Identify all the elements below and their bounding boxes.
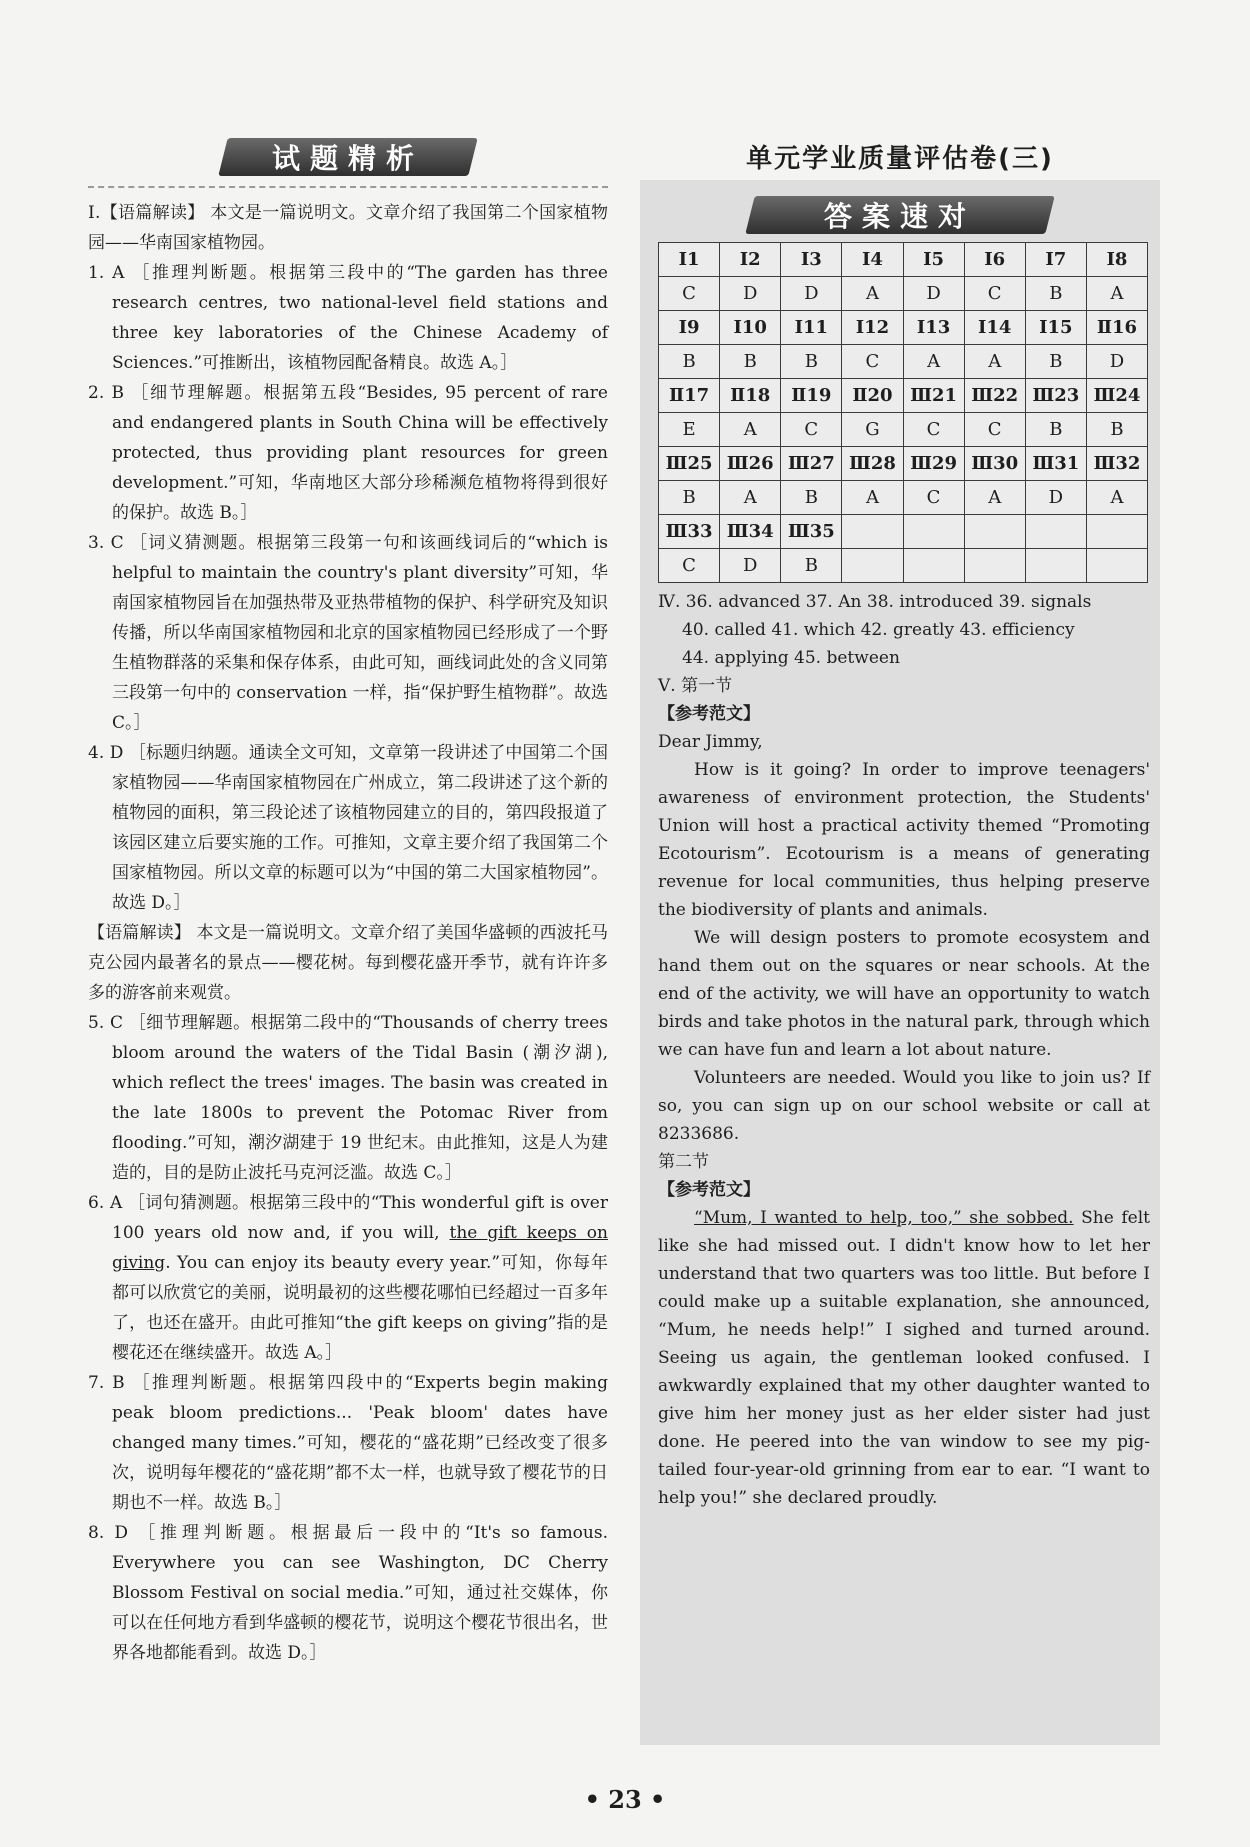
right-title: 单元学业质量评估卷(三) xyxy=(746,144,1054,174)
question-number-cell: Ⅰ13 xyxy=(903,311,964,345)
letter-paragraph-1: How is it going? In order to improve teenagers' awareness of environment protection, the Students' Union will host a practical activity themed “Promoting Ecotourism”. Ecotourism is a means of generating revenue for local communities, thus helping preserve the biodiversity of plants and animals. xyxy=(658,760,1150,920)
question-number-cell: Ⅰ2 xyxy=(720,243,781,277)
question-number-cell: Ⅲ32 xyxy=(1086,447,1147,481)
answer-cell: A xyxy=(903,345,964,379)
answer-value-row xyxy=(659,413,1148,447)
question-number-cell: Ⅱ16 xyxy=(1086,311,1147,345)
answer-cell: B xyxy=(781,549,842,583)
answer-cell: A xyxy=(720,481,781,515)
answer-item-3: 3. C ［词义猜测题。根据第三段第一句和该画线词后的“which is helpful to maintain the country's plant diversity”可知，华南国家植物园旨在加强热带及亚热带植物的保护、科学研究及知识传播，所以华南国家植物园和北京的国家植物园已经形成了一个野生植物群落的采集和保存体系，由此可知，画线词此处的含义同第三段第一句中的 conservation 一样，指“保护野生植物群”。故选 C。］ xyxy=(88,533,608,733)
answer-cell: A xyxy=(1086,481,1147,515)
answer-cell: C xyxy=(903,413,964,447)
question-number-cell: Ⅱ20 xyxy=(842,379,903,413)
answer-cell: A xyxy=(1086,277,1147,311)
answer-item-4: 4. D ［标题归纳题。通读全文可知，文章第一段讲述了中国第二个国家植物园——华南国家植物园在广州成立，第二段讲述了这个新的植物园的面积，第三段论述了该植物园建立的目的，第四段报道了该园区建立后要实施的工作。可推知，文章主要介绍了我国第二个国家植物园。所以文章的标题可以为“中国的第二大国家植物园”。故选 D。］ xyxy=(88,743,608,913)
answer-cell: A xyxy=(964,481,1025,515)
answer-cell: B xyxy=(1025,345,1086,379)
answer-cell: B xyxy=(1086,413,1147,447)
question-number-cell: Ⅱ17 xyxy=(659,379,720,413)
answer-cell xyxy=(903,549,964,583)
answer-cell: C xyxy=(964,413,1025,447)
item6-part-b: . You can enjoy its beauty every year.”可知，你每年都可以欣赏它的美丽，说明最初的这些樱花哪怕已经超过一百多年了，也还在盛开。由此可推知“the gift keeps on giving”指的是樱花还在继续盛开。故选 A。］ xyxy=(112,1253,608,1363)
item6-underlined: the gift keeps on giving xyxy=(112,1223,608,1273)
answer-cell: D xyxy=(720,277,781,311)
question-number-cell xyxy=(903,515,964,549)
fill-answers xyxy=(658,588,1150,1512)
answer-cell: D xyxy=(720,549,781,583)
answer-cell: B xyxy=(720,345,781,379)
fill-line-2: 40. called 41. which 42. greatly 43. efficiency xyxy=(682,620,1075,640)
answer-item-1: 1. A ［推理判断题。根据第三段中的“The garden has three research centres, two national-level field stations and three key laboratories of the Chinese Academy of Sciences.”可推断出，该植物园配备精良。故选 A。］ xyxy=(88,263,608,373)
item6-part-a: 6. A ［词句猜测题。根据第三段中的“This wonderful gift is over 100 years old now and, if you will, xyxy=(88,1193,608,1243)
answer-value-row xyxy=(659,481,1148,515)
answer-table xyxy=(658,242,1148,583)
question-number-cell: Ⅲ27 xyxy=(781,447,842,481)
question-number-cell: Ⅲ33 xyxy=(659,515,720,549)
question-number-cell: Ⅰ15 xyxy=(1025,311,1086,345)
passage-intro-2: 【语篇解读】 本文是一篇说明文。文章介绍了美国华盛顿的西波托马克公园内最著名的景点——樱花树。每到樱花盛开季节，就有许许多多的游客前来观赏。 xyxy=(88,923,608,1003)
answer-cell: C xyxy=(781,413,842,447)
answer-cell: A xyxy=(964,345,1025,379)
answer-cell: B xyxy=(659,481,720,515)
question-number-cell: Ⅰ12 xyxy=(842,311,903,345)
left-column xyxy=(88,138,608,1668)
question-number-cell: Ⅰ8 xyxy=(1086,243,1147,277)
answer-panel xyxy=(640,180,1160,1745)
answer-value-row xyxy=(659,277,1148,311)
question-number-cell: Ⅱ18 xyxy=(720,379,781,413)
question-number-cell: Ⅱ19 xyxy=(781,379,842,413)
answer-cell: B xyxy=(659,345,720,379)
question-number-cell: Ⅰ14 xyxy=(964,311,1025,345)
answer-cell: D xyxy=(781,277,842,311)
question-number-cell: Ⅰ7 xyxy=(1025,243,1086,277)
question-number-cell: Ⅲ28 xyxy=(842,447,903,481)
question-number-cell: Ⅰ1 xyxy=(659,243,720,277)
question-number-cell: Ⅲ22 xyxy=(964,379,1025,413)
story-paragraph xyxy=(658,1204,1150,1512)
answer-cell xyxy=(1086,549,1147,583)
story-text: She felt like she had missed out. I didn't know how to let her understand that two quarters was too little. But before I could make up a suitable explanation, she announced, “Mum, he needs help!” I sighed and turned around. Seeing us again, the gentleman looked confused. I awkwardly explained that my other daughter wanted to give him her money just as her elder sister had just done. He peered into the van window to see my pig-tailed four-year-old grinning from ear to ear. “I want to help you!” she declared proudly. xyxy=(658,1208,1150,1508)
answer-cell xyxy=(1025,549,1086,583)
answer-banner-text: 答案速对 xyxy=(823,200,976,233)
question-number-cell: Ⅰ11 xyxy=(781,311,842,345)
section-2-heading: 第二节 xyxy=(658,1152,709,1172)
answer-item-6 xyxy=(88,1188,608,1368)
answer-header-row xyxy=(659,243,1148,277)
answer-cell: D xyxy=(1086,345,1147,379)
question-number-cell xyxy=(1086,515,1147,549)
page-number: • 23 • xyxy=(584,1785,666,1814)
question-number-cell: Ⅰ5 xyxy=(903,243,964,277)
answer-cell xyxy=(842,549,903,583)
answer-header-row xyxy=(659,515,1148,549)
answer-item-5: 5. C ［细节理解题。根据第二段中的“Thousands of cherry trees bloom around the waters of the Tidal Basin (潮汐湖), which reflect the trees' images. The basin was created in the late 1800s to prevent the Potomac River from flooding.”可知，潮汐湖建于 19 世纪末。由此推知，这是人为建造的，目的是防止波托马克河泛滥。故选 C。］ xyxy=(88,1013,608,1183)
answer-cell: D xyxy=(903,277,964,311)
story-underlined: “Mum, I wanted to help, too,” she sobbed. xyxy=(694,1208,1074,1228)
answer-cell: B xyxy=(781,481,842,515)
question-number-cell xyxy=(842,515,903,549)
answer-cell: C xyxy=(659,549,720,583)
fill-line-3: 44. applying 45. between xyxy=(682,648,900,668)
question-number-cell: Ⅰ6 xyxy=(964,243,1025,277)
answer-cell: C xyxy=(903,481,964,515)
letter-paragraph-3: Volunteers are needed. Would you like to join us? If so, you can sign up on our school website or call at 8233686. xyxy=(658,1068,1150,1144)
fill-line-1: Ⅳ. 36. advanced 37. An 38. introduced 39. signals xyxy=(658,592,1092,612)
question-number-cell: Ⅲ21 xyxy=(903,379,964,413)
question-number-cell: Ⅰ10 xyxy=(720,311,781,345)
answer-item-7: 7. B ［推理判断题。根据第四段中的“Experts begin making peak bloom predictions... 'Peak bloom' dates have changed many times.”可知，樱花的“盛花期”已经改变了很多次，说明每年樱花的“盛花期”都不太一样，也就导致了樱花节的日期也不一样。故选 B。］ xyxy=(88,1373,608,1513)
banner-text: 试题精析 xyxy=(271,142,424,175)
answer-value-row xyxy=(659,549,1148,583)
letter-salutation: Dear Jimmy, xyxy=(658,732,763,752)
reference-tag-2: 【参考范文】 xyxy=(658,1180,760,1200)
answer-cell xyxy=(964,549,1025,583)
answer-cell: A xyxy=(720,413,781,447)
answer-header-row xyxy=(659,379,1148,413)
answer-banner xyxy=(745,196,1054,234)
answer-item-2: 2. B ［细节理解题。根据第五段“Besides, 95 percent of rare and endangered plants in South China will be effectively protected, thus providing plant resources for green development.”可知，华南地区大部分珍稀濒危植物将得到很好的保护。故选 B。］ xyxy=(88,383,608,523)
answer-cell: E xyxy=(659,413,720,447)
reference-tag-1: 【参考范文】 xyxy=(658,704,760,724)
answer-cell: D xyxy=(1025,481,1086,515)
question-number-cell: Ⅲ26 xyxy=(720,447,781,481)
answer-cell: B xyxy=(1025,277,1086,311)
question-number-cell: Ⅲ29 xyxy=(903,447,964,481)
question-number-cell: Ⅲ24 xyxy=(1086,379,1147,413)
question-number-cell: Ⅰ4 xyxy=(842,243,903,277)
passage-intro-1: Ⅰ.【语篇解读】 本文是一篇说明文。文章介绍了我国第二个国家植物园——华南国家植物园。 xyxy=(88,203,608,253)
answer-item-8: 8. D ［推理判断题。根据最后一段中的“It's so famous. Everywhere you can see Washington, DC Cherry Blossom Festival on social media.”可知，通过社交媒体，你可以在任何地方看到华盛顿的樱花节，说明这个樱花节很出名，世界各地都能看到。故选 D。］ xyxy=(88,1523,608,1663)
dashed-divider xyxy=(88,186,608,188)
question-number-cell xyxy=(1025,515,1086,549)
answer-cell: A xyxy=(842,481,903,515)
answer-value-row xyxy=(659,345,1148,379)
answer-cell: C xyxy=(964,277,1025,311)
answer-cell: B xyxy=(781,345,842,379)
question-number-cell: Ⅲ34 xyxy=(720,515,781,549)
question-number-cell: Ⅲ35 xyxy=(781,515,842,549)
question-number-cell: Ⅲ31 xyxy=(1025,447,1086,481)
answer-header-row xyxy=(659,447,1148,481)
letter-paragraph-2: We will design posters to promote ecosystem and hand them out on the squares or near schools. At the end of the activity, we will have an opportunity to watch birds and take photos in the natural park, through which we can have fun and learn a lot about nature. xyxy=(658,928,1150,1060)
question-number-cell: Ⅰ3 xyxy=(781,243,842,277)
answer-cell: A xyxy=(842,277,903,311)
answer-cell: C xyxy=(659,277,720,311)
answer-cell: C xyxy=(842,345,903,379)
question-number-cell: Ⅲ30 xyxy=(964,447,1025,481)
answer-cell: G xyxy=(842,413,903,447)
answer-cell: B xyxy=(1025,413,1086,447)
answer-header-row xyxy=(659,311,1148,345)
section-1-heading: Ⅴ. 第一节 xyxy=(658,676,733,696)
section-banner xyxy=(218,138,477,176)
question-number-cell: Ⅲ23 xyxy=(1025,379,1086,413)
question-number-cell: Ⅲ25 xyxy=(659,447,720,481)
question-number-cell xyxy=(964,515,1025,549)
question-number-cell: Ⅰ9 xyxy=(659,311,720,345)
